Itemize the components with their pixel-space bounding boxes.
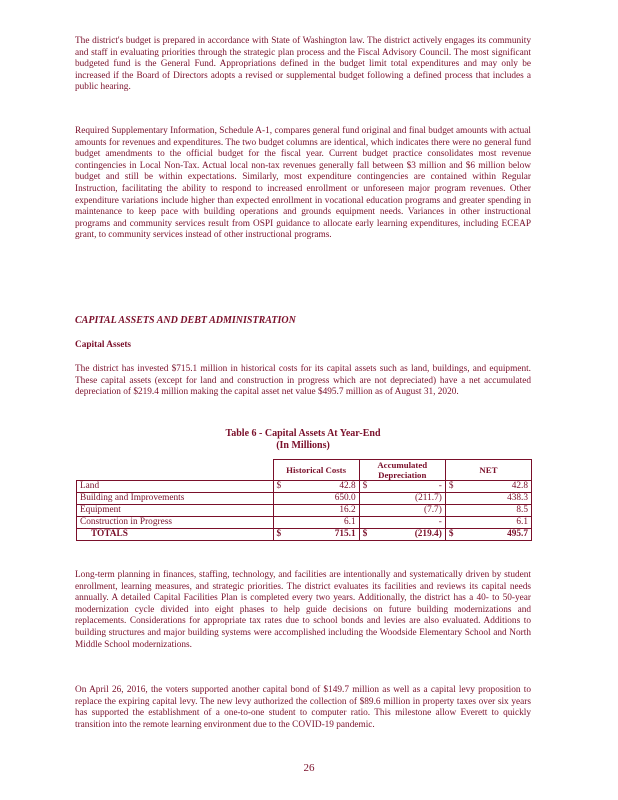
accumulated-value: (7.7) bbox=[402, 505, 445, 517]
currency-symbol bbox=[273, 517, 316, 529]
totals-label: TOTALS bbox=[77, 529, 274, 541]
totals-row bbox=[77, 529, 532, 541]
net-value: 42.8 bbox=[488, 481, 531, 493]
currency-symbol bbox=[445, 517, 488, 529]
section-heading: CAPITAL ASSETS AND DEBT ADMINISTRATION bbox=[75, 315, 296, 326]
row-label: Building and Improvements bbox=[77, 493, 274, 505]
currency-symbol bbox=[273, 493, 316, 505]
capital-assets-paragraph: The district has invested $715.1 million in historical costs for its capital assets such as land, buildings, and equipment. These capital assets (except for land and construction in progress which are not depreciated) have a net accumulated depreciation of $219.4 million making the capital asset net value $495.7 million as of August 31, 2020. bbox=[75, 364, 531, 398]
table-row bbox=[77, 517, 532, 529]
subsection-heading: Capital Assets bbox=[75, 340, 132, 350]
table-row bbox=[77, 493, 532, 505]
currency-symbol bbox=[445, 493, 488, 505]
currency-symbol bbox=[359, 505, 402, 517]
header-blank bbox=[77, 460, 274, 481]
currency-symbol: $ bbox=[273, 481, 316, 493]
table-title-line2: (In Millions) bbox=[276, 440, 330, 451]
accumulated-value: - bbox=[402, 481, 445, 493]
accumulated-total: (219.4) bbox=[402, 529, 445, 541]
table-title-line1: Table 6 - Capital Assets At Year-End bbox=[225, 428, 381, 439]
table-row bbox=[77, 505, 532, 517]
historical-total: 715.1 bbox=[316, 529, 359, 541]
currency-symbol: $ bbox=[359, 481, 402, 493]
row-label: Equipment bbox=[77, 505, 274, 517]
page-number: 26 bbox=[303, 762, 315, 774]
currency-symbol bbox=[445, 505, 488, 517]
historical-value: 650.0 bbox=[316, 493, 359, 505]
historical-value: 6.1 bbox=[316, 517, 359, 529]
net-value: 8.5 bbox=[488, 505, 531, 517]
currency-symbol: $ bbox=[273, 529, 316, 541]
budget-paragraph: The district's budget is prepared in accordance with State of Washington law. The district actively engages its community and staff in evaluating priorities through the strategic plan process and the Fiscal Advisory Council. The most significant budgeted fund is the General Fund. Appropriations defined in the budget limit total expenditures and may only be increased if the Board of Directors adopts a revised or supplemental budget following a defined process that includes a public hearing. bbox=[75, 36, 531, 93]
capital-bond-paragraph: On April 26, 2016, the voters supported another capital bond of $149.7 million as well as a capital levy proposition to replace the expiring capital levy. The new levy authorized the collection of $89.6 million in property taxes over six years has supported the establishment of a one-to-one student to computer ratio. This milestone allow Everett to quickly transition into the remote learning environment due to the COVID-19 pandemic. bbox=[75, 685, 531, 730]
currency-symbol: $ bbox=[445, 529, 488, 541]
long-term-planning-paragraph: Long-term planning in finances, staffing, technology, and facilities are intentionally and systematically driven by student enrollment, learning measures, and strategic priorities. The district evaluates its facilities and reviews its capital needs annually. A detailed Capital Facilities Plan is completed every two years. Additionally, the district has a 40- to 50-year modernization cycle divided into eight phases to help guide decisions on future building modernizations and replacements. Considerations for appropriate tax rates due to school bonds and levies are also evaluated. Additions to building structures and major building systems were accomplished including the Woodside Elementary School and North Middle School modernizations. bbox=[75, 570, 531, 650]
currency-symbol bbox=[359, 517, 402, 529]
header-accumulated: Accumulated Depreciation bbox=[359, 460, 445, 481]
table-row bbox=[77, 481, 532, 493]
row-label: Land bbox=[77, 481, 274, 493]
accumulated-value: (211.7) bbox=[402, 493, 445, 505]
currency-symbol: $ bbox=[445, 481, 488, 493]
historical-value: 42.8 bbox=[316, 481, 359, 493]
row-label: Construction in Progress bbox=[77, 517, 274, 529]
header-net: NET bbox=[445, 460, 531, 481]
supplementary-info-paragraph: Required Supplementary Information, Schedule A-1, compares general fund original and final budget amounts with actual amounts for revenues and expenditures. The two budget columns are identical, which indicates there were no general fund budget amendments to the official budget for the fiscal year. Current budget practice consolidates most revenue contingencies in Local Non-Tax. Actual local non-tax revenues generally fall between $3 million and $6 million below budget and still be within expectations. Similarly, most expenditure contingencies are contained within Regular Instruction, facilitating the ability to respond to increased enrollment or unforeseen major program revenues. Other expenditure variations include higher than expected enrollment in vocational education programs and greater spending in maintenance to keep pace with building operations and grounds equipment needs. Variances in other instructional programs and community services result from OSPI guidance to allocate early learning expenditures, including ECEAP grant, to community services instead of other instructional programs. bbox=[75, 126, 531, 241]
currency-symbol bbox=[273, 505, 316, 517]
table-title bbox=[75, 428, 531, 452]
header-historical: Historical Costs bbox=[273, 460, 359, 481]
net-total: 495.7 bbox=[488, 529, 531, 541]
currency-symbol: $ bbox=[359, 529, 402, 541]
accumulated-value: - bbox=[402, 517, 445, 529]
net-value: 438.3 bbox=[488, 493, 531, 505]
table-header-row bbox=[77, 460, 532, 481]
net-value: 6.1 bbox=[488, 517, 531, 529]
capital-assets-table bbox=[76, 459, 532, 541]
currency-symbol bbox=[359, 493, 402, 505]
historical-value: 16.2 bbox=[316, 505, 359, 517]
